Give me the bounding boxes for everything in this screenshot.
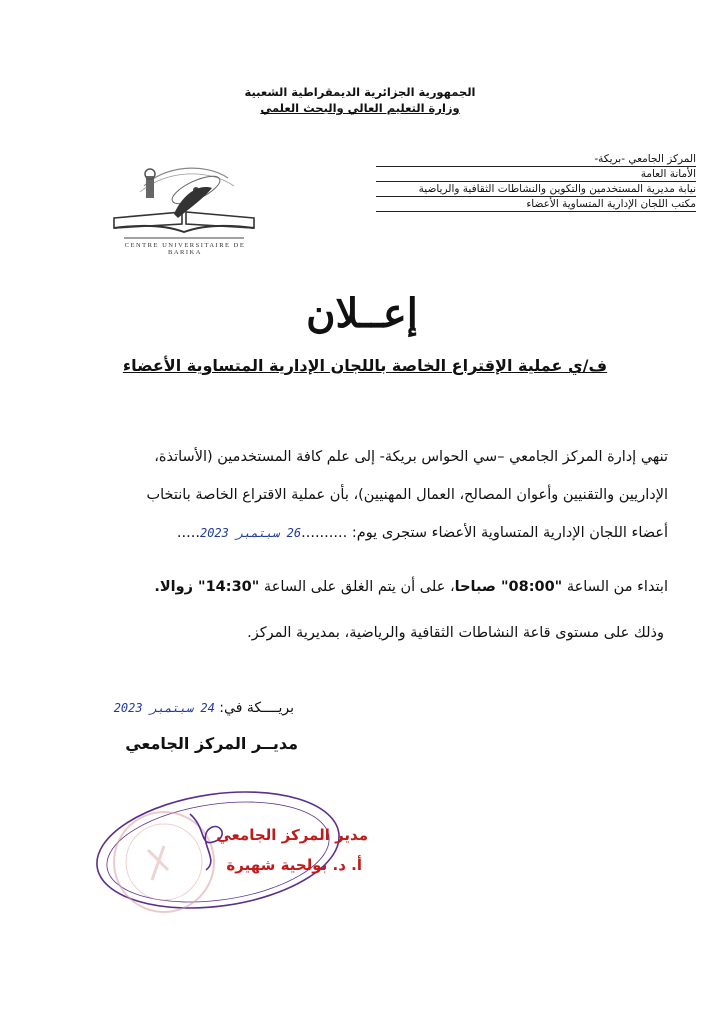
ministry-name: وزارة التعليم العالي والبحث العلمي — [260, 101, 460, 115]
place-and-date — [114, 700, 294, 716]
republic-name: الجمهورية الجزائرية الديمقراطية الشعبية — [244, 85, 476, 99]
general-secretariat: الأمانة العامة — [376, 167, 696, 182]
voting-hours — [48, 576, 668, 598]
signing-date-stamp: 24 سبتمبر 2023 — [113, 701, 215, 715]
logo-caption: CENTRE UNIVERSITAIRE DE BARIKA — [124, 242, 246, 256]
election-date-tail: ..... — [176, 525, 200, 541]
director-title: مديــر المركز الجامعي — [125, 734, 298, 753]
body-line-1: تنهي إدارة المركز الجامعي –سي الحواس بريكة- إلى علم كافة المستخدمين (الأساتذة، — [154, 449, 668, 465]
stamp-director-name: أ. د. بولحية شهيرة — [226, 856, 362, 874]
hours-middle: ، على أن يتم الغلق على الساعة — [259, 579, 455, 595]
announcement-title: إعــلان — [306, 290, 418, 337]
office-name: مكتب اللجان الإدارية المتساوية الأعضاء — [376, 197, 696, 212]
election-date-stamp: 26 سبتمبر 2023 — [199, 526, 302, 540]
center-name: المركز الجامعي -بريكة- — [376, 152, 696, 167]
place-label: بريــــكة في: — [214, 700, 294, 716]
sub-directorate: نيابة مديرية المستخدمين والتكوين والنشاطات الثقافية والرياضية — [376, 182, 696, 197]
closing-time: "14:30" زوالا. — [154, 579, 260, 595]
body-line-3 — [48, 522, 668, 544]
stamp-director-title: مدير المركز الجامعي — [216, 826, 368, 844]
election-date-label: أعضاء اللجان الإدارية المتساوية الأعضاء ستجرى يوم: .......... — [301, 525, 668, 541]
university-logo-icon — [104, 148, 264, 258]
opening-time: "08:00" صباحا — [454, 579, 563, 595]
hours-prefix: ابتداء من الساعة — [562, 579, 668, 595]
document-header — [230, 84, 490, 116]
announcement-body — [48, 446, 668, 560]
voting-location: وذلك على مستوى قاعة النشاطات الثقافية والرياضية، بمديرية المركز. — [247, 625, 664, 641]
announcement-subject: ف/ي عملية الإقتراع الخاصة باللجان الإدارية المتساوية الأعضاء — [122, 356, 608, 375]
body-line-2: الإداريين والتقنيين وأعوان المصالح، العمال المهنيين)، بأن عملية الاقتراع الخاصة بانتخاب — [146, 487, 668, 503]
administration-block — [376, 152, 696, 212]
